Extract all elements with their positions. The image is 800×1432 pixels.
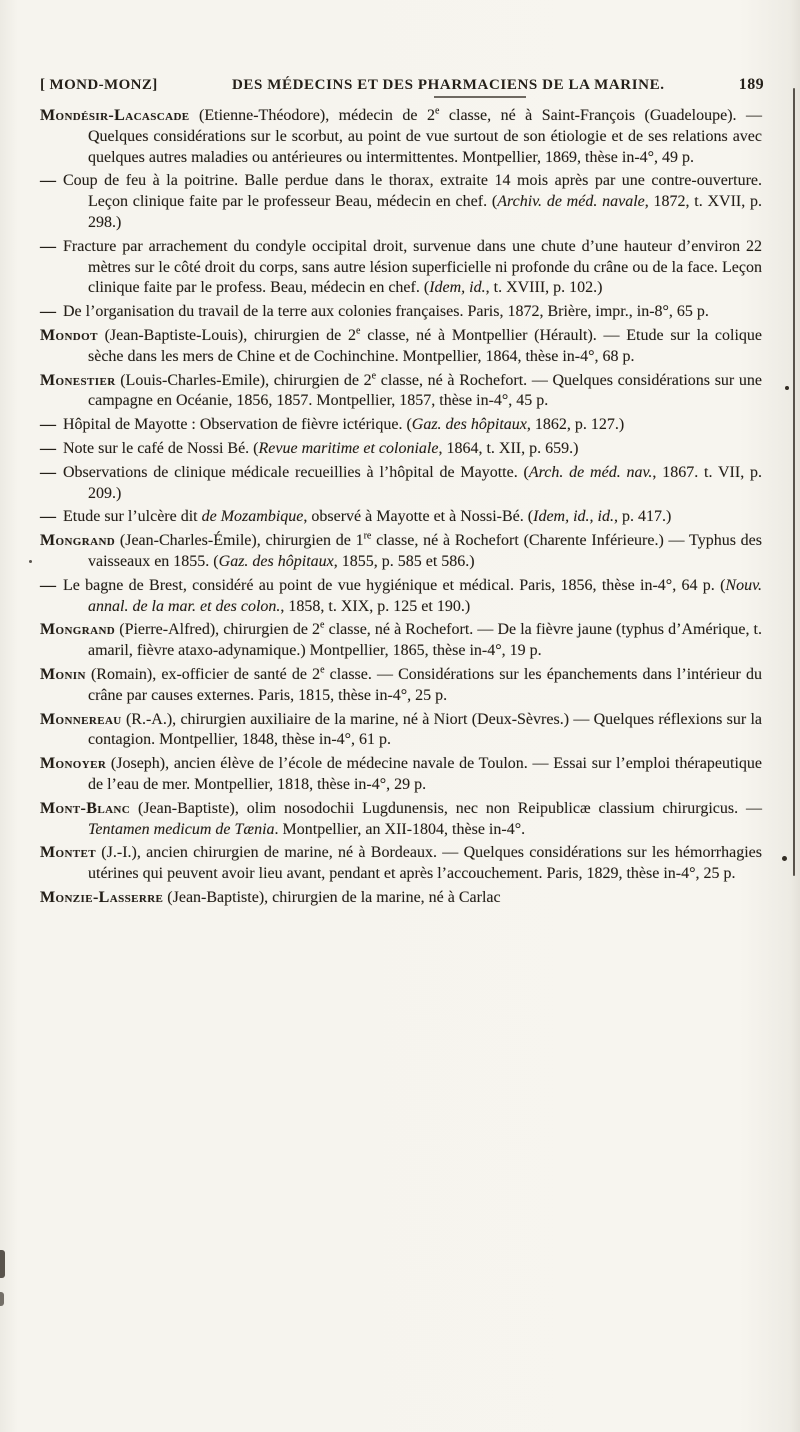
scan-artifact-dot xyxy=(782,856,787,861)
entry-text: (Etienne-Théodore), médecin de 2 xyxy=(189,107,435,124)
entry-dash: — xyxy=(40,416,56,434)
entry-dash: — xyxy=(40,508,56,526)
bibliography-entry xyxy=(40,463,762,505)
bibliography-entry xyxy=(40,237,762,299)
entries-list xyxy=(0,94,800,909)
entry-text: Note sur le café de Nossi Bé. ( xyxy=(63,439,259,457)
entry-text: , observé à Mayotte et à Nossi-Bé. ( xyxy=(303,508,534,526)
entry-text: Arch. de méd. nav. xyxy=(528,463,653,481)
entry-surname: Mongrand xyxy=(40,621,116,639)
entry-text: Hôpital de Mayotte : Observation de fièvre ictérique. ( xyxy=(63,416,412,434)
scan-artifact-smudge xyxy=(0,1292,4,1306)
entry-dash: — xyxy=(40,463,56,481)
entry-surname: Monin xyxy=(40,665,86,683)
entry-text: Idem, id. xyxy=(429,279,486,297)
entry-text: re xyxy=(363,530,372,542)
entry-surname: Monnereau xyxy=(40,710,122,728)
entry-text: (Jean-Baptiste), chirurgien de la marine, né à Carlac xyxy=(163,888,501,906)
entry-text: . Montpellier, an XII-1804, thèse in-4°. xyxy=(274,820,526,838)
entry-surname: Mondot xyxy=(40,326,98,344)
entry-text: , 1855, p. 585 et 586.) xyxy=(333,552,475,570)
header-letter-range: [ MOND-MONZ] xyxy=(40,77,158,93)
bibliography-entry xyxy=(40,106,762,168)
entry-text: (Jean-Baptiste), olim nosodochii Lugdunensis, nec non Reipublicæ classium chirurgicus. — xyxy=(130,799,762,817)
entry-text: de Mozambique xyxy=(201,508,304,526)
scan-artifact-dot xyxy=(785,386,789,390)
entry-text: classe, né à Rochefort. — Quelques considérations sur une campagne en Océanie, 1856, 1857. Montpellier, 1857, thèse in-4°, 45 p. xyxy=(88,371,763,410)
entry-text: classe, né à Rochefort (Charente Inférieure.) — Typhus des vaisseaux en 1855. ( xyxy=(88,532,763,570)
entry-text: (Louis-Charles-Emile), chirurgien de 2 xyxy=(115,371,372,389)
entry-text: , 1867. t. VII, p. 209.) xyxy=(88,463,762,502)
entry-text: , p. 417.) xyxy=(613,508,672,526)
entry-text: Archiv. de méd. navale xyxy=(497,193,645,211)
entry-text: Le bagne de Brest, considéré au point de vue hygiénique et médical. Paris, 1856, thèse in-4°, 64 p. ( xyxy=(63,576,726,594)
scan-artifact-dot xyxy=(29,560,32,563)
entry-surname: Monestier xyxy=(40,371,116,389)
bibliography-entry xyxy=(40,843,762,885)
entry-text: classe, né à Rochefort. — De la fièvre jaune (typhus d’Amérique, t. amaril, fièvre ataxo-adynamique.) Montpellier, 1865, thèse in-4°, 19 p. xyxy=(88,621,762,660)
entry-dash: — xyxy=(40,576,56,594)
entry-text: e xyxy=(371,370,377,382)
entry-surname: Monzie-Lasserre xyxy=(40,888,164,906)
bibliography-entry xyxy=(40,326,762,368)
entry-text: , 1864, t. XII, p. 659.) xyxy=(438,439,579,457)
entry-text: (Joseph), ancien élève de l’école de médecine navale de Toulon. — Essai sur l’emploi thérapeutique de l’eau de mer. Montpellier, 1818, thèse in-4°, 29 p. xyxy=(88,755,762,793)
entry-dash: — xyxy=(40,172,56,190)
entry-text: Gaz. des hôpitaux xyxy=(411,416,527,434)
entry-surname: Montet xyxy=(40,844,97,862)
entry-text: De l’organisation du travail de la terre aux colonies françaises. Paris, 1872, Brière, impr., in-8°, 65 p. xyxy=(63,303,709,321)
entry-dash: — xyxy=(40,237,56,255)
scan-artifact-header-underline xyxy=(434,96,526,98)
entry-text: , t. XVIII, p. 102.) xyxy=(485,279,603,297)
entry-text: (Jean-Charles-Émile), chirurgien de 1 xyxy=(115,532,364,550)
entry-text: Tentamen medicum de Tænia xyxy=(88,820,275,838)
entry-text: , 1862, p. 127.) xyxy=(526,416,625,434)
bibliography-entry xyxy=(40,171,762,233)
bibliography-entry xyxy=(40,754,762,796)
bibliography-entry xyxy=(40,576,762,618)
entry-text: Coup de feu à la poitrine. Balle perdue dans le thorax, extraite 14 mois après par une contre-ouverture. Leçon clinique faite par le professeur Beau, médecin en chef. ( xyxy=(63,172,762,211)
entry-surname: Mondésir-Lacascade xyxy=(40,107,190,124)
entry-text: Fracture par arrachement du condyle occipital droit, survenue dans une chute d’une hauteur d’environ 22 mètres sur le côté droit du corps, sans autre lésion superficielle ni profonde du crâne ou de la face. Leçon clinique faite par le profess. Beau, médecin en chef. ( xyxy=(63,237,762,297)
entry-text: (Jean-Baptiste-Louis), chirurgien de 2 xyxy=(97,326,357,344)
entry-dash: — xyxy=(40,303,56,321)
entry-text: (R.-A.), chirurgien auxiliaire de la marine, né à Niort (Deux-Sèvres.) — Quelques réflexions sur la contagion. Montpellier, 1848, thèse in-4°, 61 p. xyxy=(88,710,762,749)
entry-text: Etude sur l’ulcère dit xyxy=(63,508,202,526)
entry-text: classe, né à Montpellier (Hérault). — Etude sur la colique sèche dans les mers de Chine et de Cochinchine. Montpellier, 1864, thèse in-4°, 68 p. xyxy=(88,326,763,365)
bibliography-entry xyxy=(40,710,762,752)
entry-text: classe, né à Saint-François (Guadeloupe). — Quelques considérations sur le scorbut, au point de vue surtout de son étiologie et de ses relations avec quelques autres maladies ou antérieures ou intermittentes. Montpellier, 1869, thèse in-4°, 49 p. xyxy=(88,107,763,166)
entry-text: e xyxy=(356,325,361,337)
entry-dash: — xyxy=(40,439,56,457)
header-title: DES MÉDECINS ET DES PHARMACIENS DE LA MARINE. xyxy=(231,77,665,93)
entry-text: (Pierre-Alfred), chirurgien de 2 xyxy=(115,621,321,639)
entry-text: , 1872, t. XVII, p. 298.) xyxy=(88,193,762,231)
entry-surname: Mont-Blanc xyxy=(40,799,131,817)
entry-text: (J.-I.), ancien chirurgien de marine, né à Bordeaux. — Quelques considérations sur les hémorrhagies utérines qui peuvent avoir lieu avant, pendant et après l’accouchement. Paris, 1829, thèse in-4°, 25 p. xyxy=(88,844,762,883)
entry-text: Revue maritime et coloniale xyxy=(258,439,439,457)
bibliography-entry xyxy=(40,620,762,662)
scan-artifact-smudge xyxy=(0,1250,5,1278)
entry-text: Idem, id., id. xyxy=(533,508,614,526)
bibliography-entry xyxy=(40,302,762,323)
bibliography-entry xyxy=(40,507,762,528)
bibliography-entry xyxy=(40,415,762,436)
entry-text: classe. — Considérations sur les épanchements dans l’intérieur du crâne par causes externes. Paris, 1815, thèse in-4°, 25 p. xyxy=(88,665,762,704)
page-number: 189 xyxy=(738,76,764,93)
scan-artifact-right-line xyxy=(793,88,795,876)
entry-text: e xyxy=(320,664,325,676)
entry-surname: Mongrand xyxy=(40,532,116,550)
entry-text: e xyxy=(434,105,440,117)
entry-surname: Monoyer xyxy=(40,755,107,773)
entry-text: , 1858, t. XIX, p. 125 et 190.) xyxy=(280,597,471,615)
page-header xyxy=(0,0,800,94)
bibliography-entry xyxy=(40,665,762,707)
bibliography-entry xyxy=(40,531,762,573)
entry-text: Gaz. des hôpitaux xyxy=(218,552,334,570)
bibliography-entry xyxy=(40,799,762,841)
bibliography-entry xyxy=(40,371,762,413)
entry-text: (Romain), ex-officier de santé de 2 xyxy=(85,665,321,683)
bibliography-entry xyxy=(40,439,762,460)
entry-text: e xyxy=(320,620,325,631)
entry-text: Nouv. annal. de la mar. et des colon. xyxy=(88,576,762,615)
entry-text: Observations de clinique médicale recueillies à l’hôpital de Mayotte. ( xyxy=(63,463,529,481)
bibliography-entry xyxy=(40,888,762,909)
